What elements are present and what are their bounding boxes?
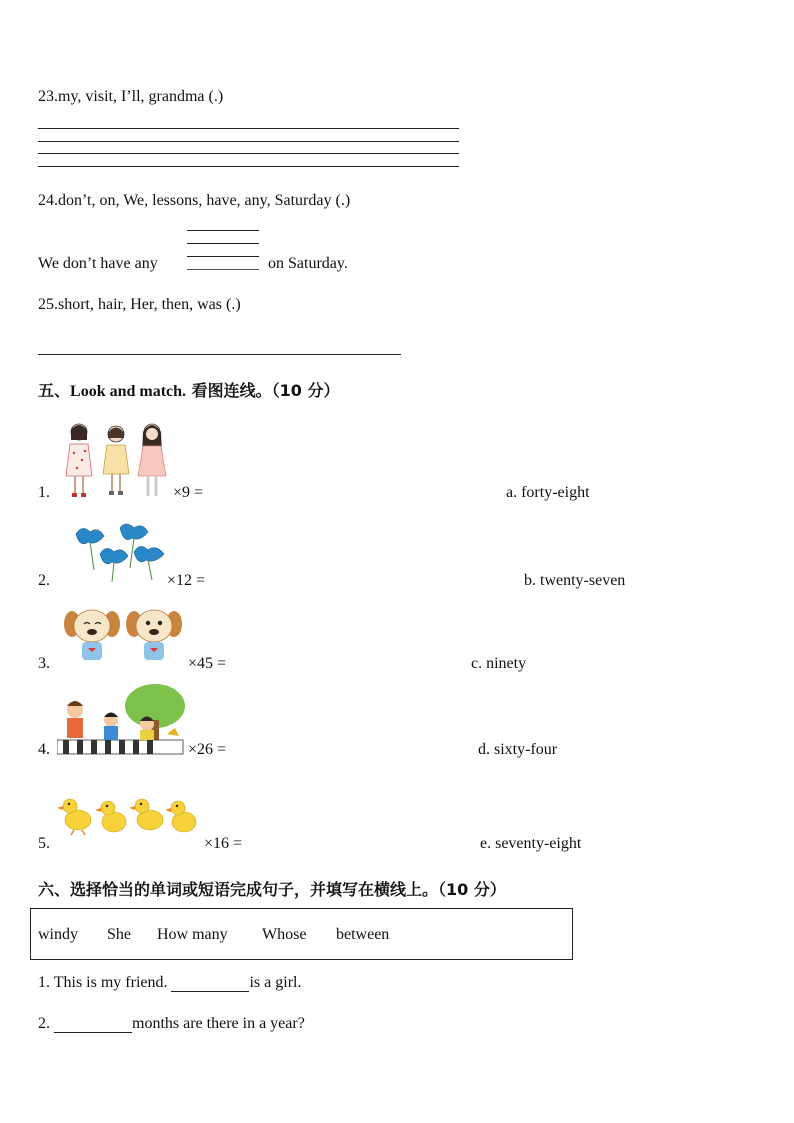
word-bank-item: Whose: [262, 926, 307, 943]
word-bank: [30, 908, 573, 960]
three-girls-picture: [62, 418, 170, 500]
question-24-sentence-end: on Saturday.: [268, 255, 348, 272]
answer-blank[interactable]: [54, 1016, 132, 1033]
match-answer-b: b. twenty-seven: [524, 572, 626, 589]
match-item-5-number: 5.: [38, 835, 50, 852]
answer-line: [38, 153, 459, 154]
match-answer-c: c. ninety: [471, 655, 527, 672]
word-bank-item: How many: [157, 926, 228, 943]
four-ducklings-picture: [56, 792, 202, 836]
match-item-2-expression: ×12 =: [167, 572, 206, 589]
question-25-prompt: 25.short, hair, Her, then, was (.): [38, 296, 241, 313]
question-24-prompt: 24.don’t, on, We, lessons, have, any, Saturday (.): [38, 192, 351, 209]
answer-line: [38, 166, 459, 167]
answer-line: [38, 128, 459, 129]
word-bank-item: She: [107, 926, 131, 943]
section-6-heading: 六、选择恰当的单词或短语完成句子，并填写在横线上。（10 分）: [38, 880, 506, 899]
match-item-2-number: 2.: [38, 572, 50, 589]
answer-line: [38, 141, 459, 142]
fill-sentence-1: [38, 974, 301, 992]
match-item-4-number: 4.: [38, 741, 50, 758]
section-5-heading: 五、Look and match. 看图连线。（10 分）: [38, 381, 340, 400]
two-puppies-picture: [62, 604, 186, 668]
word-bank-item: between: [336, 926, 390, 943]
sentence-number: 2.: [38, 1015, 50, 1032]
sentence-text: months are there in a year?: [132, 1015, 305, 1032]
sentence-text: This is my friend.: [53, 974, 168, 991]
kids-by-tree-picture: [57, 684, 187, 756]
fill-sentence-2: [38, 1015, 305, 1033]
answer-line: [187, 256, 259, 257]
answer-line: [38, 354, 401, 355]
match-answer-a: a. forty-eight: [506, 484, 590, 501]
match-item-3-number: 3.: [38, 655, 50, 672]
answer-line: [187, 230, 259, 231]
match-item-4-expression: ×26 =: [188, 741, 227, 758]
match-answer-e: e. seventy-eight: [480, 835, 582, 852]
match-item-1-expression: ×9 =: [173, 484, 204, 501]
blue-flowers-picture: [68, 520, 168, 584]
answer-blank[interactable]: [171, 975, 249, 992]
sentence-number: 1.: [38, 974, 50, 991]
question-24-sentence-start: We don’t have any: [38, 255, 158, 272]
match-item-1-number: 1.: [38, 484, 50, 501]
answer-line: [187, 243, 259, 244]
match-item-5-expression: ×16 =: [204, 835, 243, 852]
question-23-prompt: 23.my, visit, I’ll, grandma (.): [38, 88, 224, 105]
match-answer-d: d. sixty-four: [478, 741, 558, 758]
word-bank-item: windy: [38, 926, 78, 943]
match-item-3-expression: ×45 =: [188, 655, 227, 672]
sentence-text: is a girl.: [249, 974, 302, 991]
answer-line: [187, 269, 259, 270]
